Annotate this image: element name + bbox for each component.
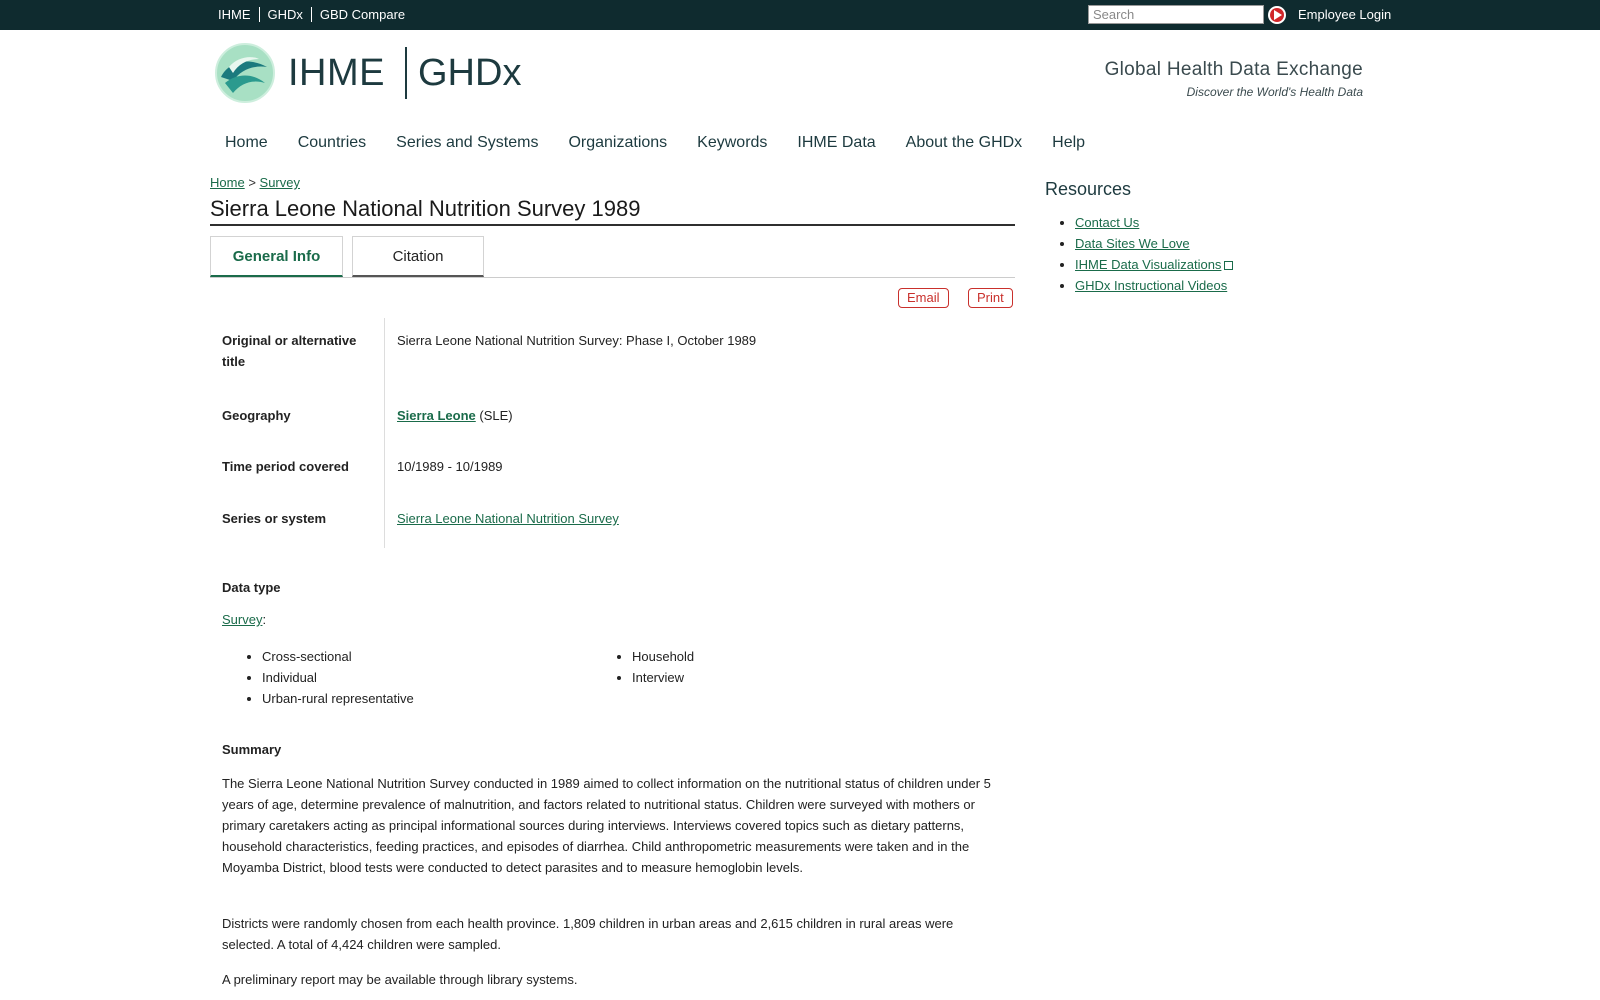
time-period-value: 10/1989 - 10/1989: [384, 444, 1015, 496]
resource-videos-link[interactable]: GHDx Instructional Videos: [1075, 278, 1228, 293]
data-type-label: Data type: [222, 580, 281, 595]
geography-link[interactable]: Sierra Leone: [397, 408, 476, 423]
alt-title-label: Original or alternative title: [222, 333, 357, 369]
info-row-series: [210, 496, 1015, 548]
breadcrumb-survey-link[interactable]: Survey: [259, 175, 300, 190]
ihme-logo-icon[interactable]: [215, 43, 275, 103]
info-row-alt-title: [210, 318, 1015, 393]
resources-list: [1045, 212, 1233, 296]
geography-value: [384, 393, 1015, 444]
email-button[interactable]: Email: [898, 288, 949, 308]
tab-general-info[interactable]: General Info: [210, 236, 343, 277]
tab-bar: [210, 236, 1015, 278]
nav-series-and-systems[interactable]: Series and Systems: [396, 134, 539, 151]
breadcrumb-home-link[interactable]: Home: [210, 175, 245, 190]
brand-ghdx[interactable]: GHDx: [418, 52, 522, 94]
top-link-gbd-compare[interactable]: GBD Compare: [311, 7, 413, 22]
list-item: • Individual: [262, 667, 414, 688]
nav-organizations[interactable]: Organizations: [568, 134, 668, 151]
data-type-list-right: [592, 646, 694, 688]
resource-item: [1075, 254, 1233, 275]
nav-countries[interactable]: Countries: [297, 134, 367, 151]
employee-login-link[interactable]: Employee Login: [1298, 7, 1392, 22]
nav-home[interactable]: Home: [225, 134, 268, 151]
site-tagline: [1105, 59, 1363, 99]
time-period-label: Time period covered: [222, 459, 349, 474]
series-value: [384, 496, 1015, 548]
tagline-subtitle: Discover the World's Health Data: [1186, 85, 1363, 99]
resource-item: [1075, 233, 1233, 254]
brand-divider: [405, 47, 407, 99]
summary-paragraph-1: The Sierra Leone National Nutrition Survey conducted in 1989 aimed to collect information on the nutritional status of children under 5 years of age, determine prevalence of malnutrition, and factors related to nutritional status. Children were surveyed with mothers or primary caretakers acting as principal informational sources during interviews. Interviews covered topics such as dietary patterns, household characteristics, feeding practices, and episodes of diarrhea. Child anthropometric measurements were taken and in the Moyamba District, blood tests were conducted to detect parasites and to measure hemoglobin levels.: [222, 776, 991, 875]
summary-paragraph-3: A preliminary report may be available through library systems.: [222, 972, 578, 987]
summary-paragraph-2: Districts were randomly chosen from each health province. 1,809 children in urban areas and 2,615 children in rural areas were selected. A total of 4,424 children were sampled.: [222, 916, 954, 952]
resource-item: [1075, 212, 1233, 233]
tab-citation[interactable]: Citation: [352, 236, 484, 277]
geography-label: Geography: [222, 408, 291, 423]
nav-help[interactable]: Help: [1052, 134, 1086, 151]
top-link-ghdx[interactable]: GHDx: [259, 7, 311, 22]
list-item: • Household: [632, 646, 694, 667]
brand-ihme[interactable]: IHME: [288, 52, 385, 94]
list-item: • Urban-rural representative: [262, 688, 414, 709]
search-submit-button[interactable]: [1268, 6, 1286, 24]
resource-data-sites-link[interactable]: Data Sites We Love: [1075, 236, 1190, 251]
series-link[interactable]: Sierra Leone National Nutrition Survey: [397, 511, 619, 526]
record-info-table: [210, 318, 1015, 548]
print-button[interactable]: Print: [968, 288, 1013, 308]
list-item: • Interview: [632, 667, 694, 688]
info-row-time-period: [210, 444, 1015, 496]
summary-label: Summary: [222, 742, 282, 757]
alt-title-value: Sierra Leone National Nutrition Survey: Phase I, October 1989: [384, 318, 1015, 393]
main-navigation: [210, 131, 1100, 155]
top-link-ihme[interactable]: IHME: [218, 7, 251, 22]
list-item: • Cross-sectional: [262, 646, 414, 667]
data-type-survey-link[interactable]: Survey: [222, 612, 263, 627]
play-arrow-icon: [1274, 10, 1282, 20]
nav-about-ghdx[interactable]: About the GHDx: [905, 134, 1023, 151]
data-type-list-left: [222, 646, 414, 709]
series-label: Series or system: [222, 511, 327, 526]
page-title: Sierra Leone National Nutrition Survey 1989: [210, 196, 1015, 226]
external-link-icon: [1224, 261, 1233, 270]
tagline-title: Global Health Data Exchange: [1104, 59, 1363, 80]
breadcrumb-separator: >: [248, 175, 256, 190]
resource-item: [1075, 275, 1233, 296]
search-input[interactable]: [1088, 5, 1264, 24]
top-links: [211, 7, 413, 22]
nav-keywords[interactable]: Keywords: [697, 134, 768, 151]
resource-ihme-viz-link[interactable]: IHME Data Visualizations: [1075, 257, 1222, 272]
nav-ihme-data[interactable]: IHME Data: [797, 134, 876, 151]
data-type-survey: [222, 612, 266, 627]
resources-title: Resources: [1045, 179, 1132, 199]
breadcrumb: [210, 175, 300, 190]
top-utility-bar: [0, 0, 1600, 30]
info-row-geography: [210, 393, 1015, 444]
geography-code: (SLE): [479, 408, 513, 423]
data-type-colon: :: [262, 612, 267, 627]
resource-contact-us-link[interactable]: Contact Us: [1075, 215, 1140, 230]
